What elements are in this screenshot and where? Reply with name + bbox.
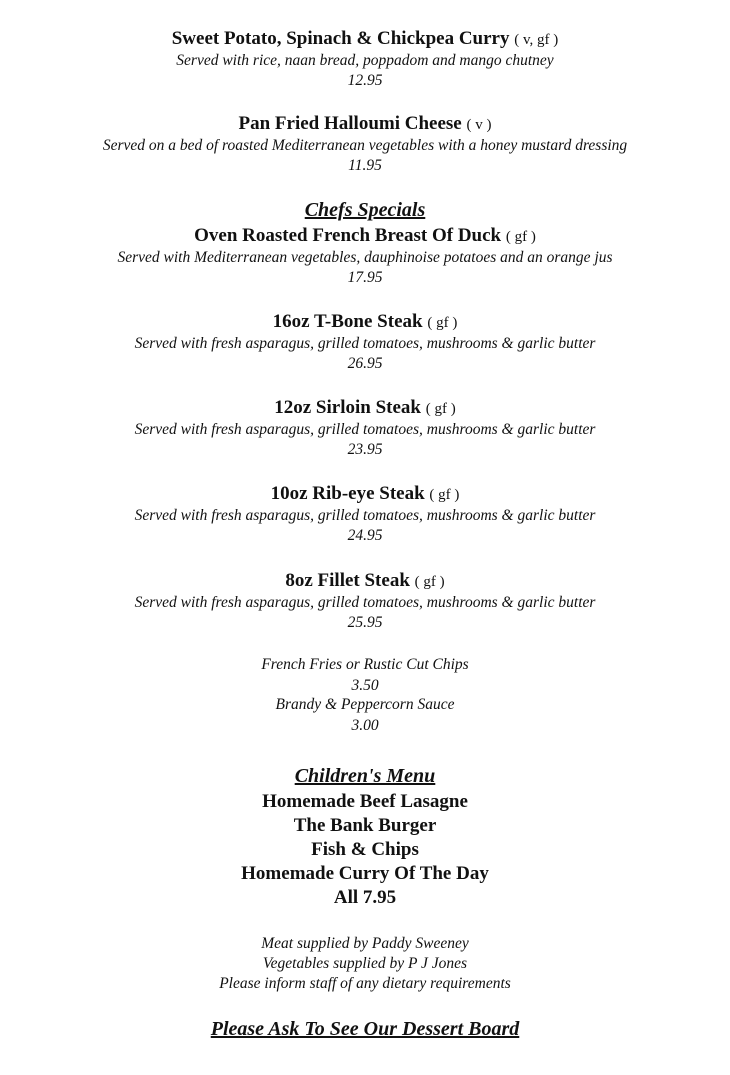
dish-description: Served on a bed of roasted Mediterranean vegetables with a honey mustard dressing [102, 137, 628, 154]
menu-item [0, 483, 730, 545]
menu-item [0, 570, 730, 632]
list-item: Homemade Curry Of The Day [241, 863, 489, 884]
extra-name: Brandy & Peppercorn Sauce [275, 696, 455, 713]
menu-item [0, 113, 730, 175]
menu-item [0, 397, 730, 459]
dish-description: Served with rice, naan bread, poppadom and mango chutney [176, 52, 554, 69]
dish-tags: ( gf ) [425, 401, 456, 417]
childrens-menu-list [0, 790, 730, 910]
dish-tags: ( gf ) [414, 574, 445, 590]
dish-tags: ( gf ) [505, 229, 536, 245]
extra-price: 3.50 [351, 677, 379, 694]
dish-price: 12.95 [347, 72, 383, 89]
dish-price: 25.95 [347, 614, 383, 631]
supplier-note: Meat supplied by Paddy Sweeney [261, 935, 469, 952]
dish-price: 23.95 [347, 441, 383, 458]
dish-description: Served with Mediterranean vegetables, dauphinoise potatoes and an orange jus [117, 249, 613, 266]
dish-name: 8oz Fillet Steak [285, 570, 410, 591]
dessert-board-notice: Please Ask To See Our Dessert Board [210, 1018, 520, 1040]
dish-name: 10oz Rib-eye Steak [270, 483, 425, 504]
dish-name: Oven Roasted French Breast Of Duck [194, 225, 502, 246]
dish-name: 16oz T-Bone Steak [272, 311, 423, 332]
dish-tags: ( v ) [466, 117, 492, 133]
dish-name: 12oz Sirloin Steak [274, 397, 421, 418]
childrens-menu-price: All 7.95 [333, 887, 397, 908]
list-item: Fish & Chips [311, 839, 419, 860]
footer-notes [0, 934, 730, 994]
dish-tags: ( v, gf ) [514, 32, 559, 48]
childrens-menu-heading: Children's Menu [294, 765, 436, 787]
dish-name: Pan Fried Halloumi Cheese [238, 113, 462, 134]
dish-tags: ( gf ) [427, 315, 458, 331]
dish-price: 17.95 [347, 269, 383, 286]
dish-name: Sweet Potato, Spinach & Chickpea Curry [171, 28, 510, 49]
dish-description: Served with fresh asparagus, grilled tomatoes, mushrooms & garlic butter [134, 335, 596, 352]
chefs-specials-heading: Chefs Specials [304, 199, 426, 221]
list-item: Homemade Beef Lasagne [262, 791, 468, 812]
dish-description: Served with fresh asparagus, grilled tomatoes, mushrooms & garlic butter [134, 594, 596, 611]
extra-name: French Fries or Rustic Cut Chips [261, 656, 469, 673]
dish-description: Served with fresh asparagus, grilled tomatoes, mushrooms & garlic butter [134, 507, 596, 524]
menu-item [0, 311, 730, 373]
dish-description: Served with fresh asparagus, grilled tomatoes, mushrooms & garlic butter [134, 421, 596, 438]
extra-price: 3.00 [351, 717, 379, 734]
dietary-note: Please inform staff of any dietary requirements [219, 975, 511, 992]
dish-price: 11.95 [348, 157, 382, 174]
menu-item [0, 28, 730, 90]
extras-section [0, 655, 730, 735]
menu-item [0, 225, 730, 287]
dish-price: 26.95 [347, 355, 383, 372]
dish-tags: ( gf ) [429, 487, 460, 503]
dish-price: 24.95 [347, 527, 383, 544]
supplier-note: Vegetables supplied by P J Jones [262, 955, 468, 972]
list-item: The Bank Burger [293, 815, 437, 836]
